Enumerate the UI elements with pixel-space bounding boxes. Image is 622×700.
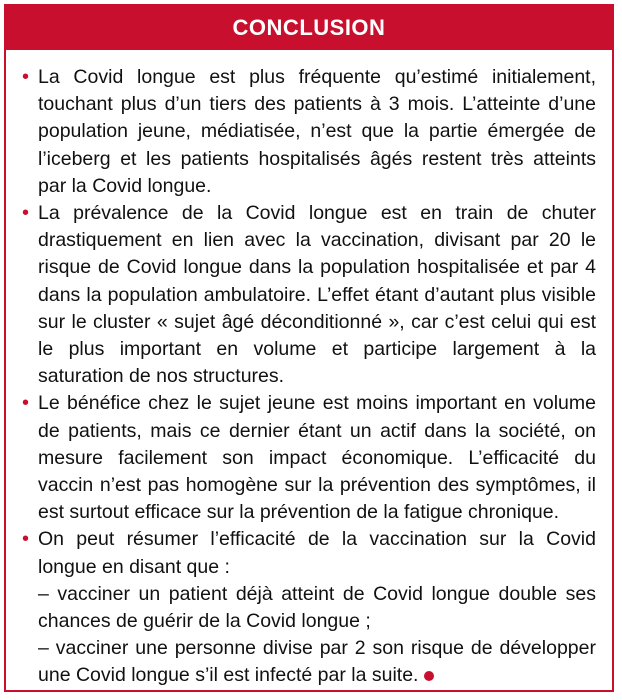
bullet-icon: • — [22, 202, 30, 225]
list-item — [22, 200, 596, 390]
list-item — [22, 390, 596, 526]
list-item — [22, 64, 596, 200]
conclusion-box — [4, 4, 614, 692]
conclusion-title: CONCLUSION — [232, 15, 386, 40]
list-item-intro: On peut résumer l’efficacité de la vaccination sur la Covid longue en disant que : — [38, 528, 596, 578]
list-item-text — [38, 526, 596, 689]
list-item-text: La prévalence de la Covid longue est en train de chuter drastiquement en lien avec la vaccination, divisant par 20 le risque de Covid longue dans la population hospitalisée et par 4 dans la population ambulatoire. L’effet étant d’autant plus visible sur le cluster « sujet âgé déconditionné », car c’est celui qui est le plus important en volume et participe largement à la saturation de nos structures. — [38, 202, 596, 388]
list-item — [22, 526, 596, 689]
conclusion-header — [6, 6, 612, 50]
end-mark-icon — [424, 671, 434, 681]
conclusion-body — [6, 50, 612, 690]
list-item-text: Le bénéfice chez le sujet jeune est moins important en volume de patients, mais ce dernier étant un actif dans la société, on mesure facilement son impact économique. L’efficacité du vaccin n’est pas homogène sur la prévention des symptômes, il est surtout efficace sur la prévention de la fatigue chronique. — [38, 392, 596, 524]
bullet-icon: • — [22, 66, 30, 88]
bullet-icon: • — [22, 392, 30, 415]
sub-point-2: – vacciner une personne divise par 2 son risque de développer une Covid longue s’il est infecté par la suite. — [38, 637, 596, 687]
list-item-text: La Covid longue est plus fréquente qu’estimé initialement, touchant plus d’un tiers des patients à 3 mois. L’atteinte d’une population jeune, médiatisée, n’est que la partie émergée de l’iceberg et les patients hospitalisés âgés restent très atteints par la Covid longue. — [38, 66, 596, 197]
bullet-icon: • — [22, 528, 30, 551]
sub-point-1: – vacciner un patient déjà atteint de Covid longue double ses chances de guérir de la Covid longue ; — [38, 582, 596, 633]
